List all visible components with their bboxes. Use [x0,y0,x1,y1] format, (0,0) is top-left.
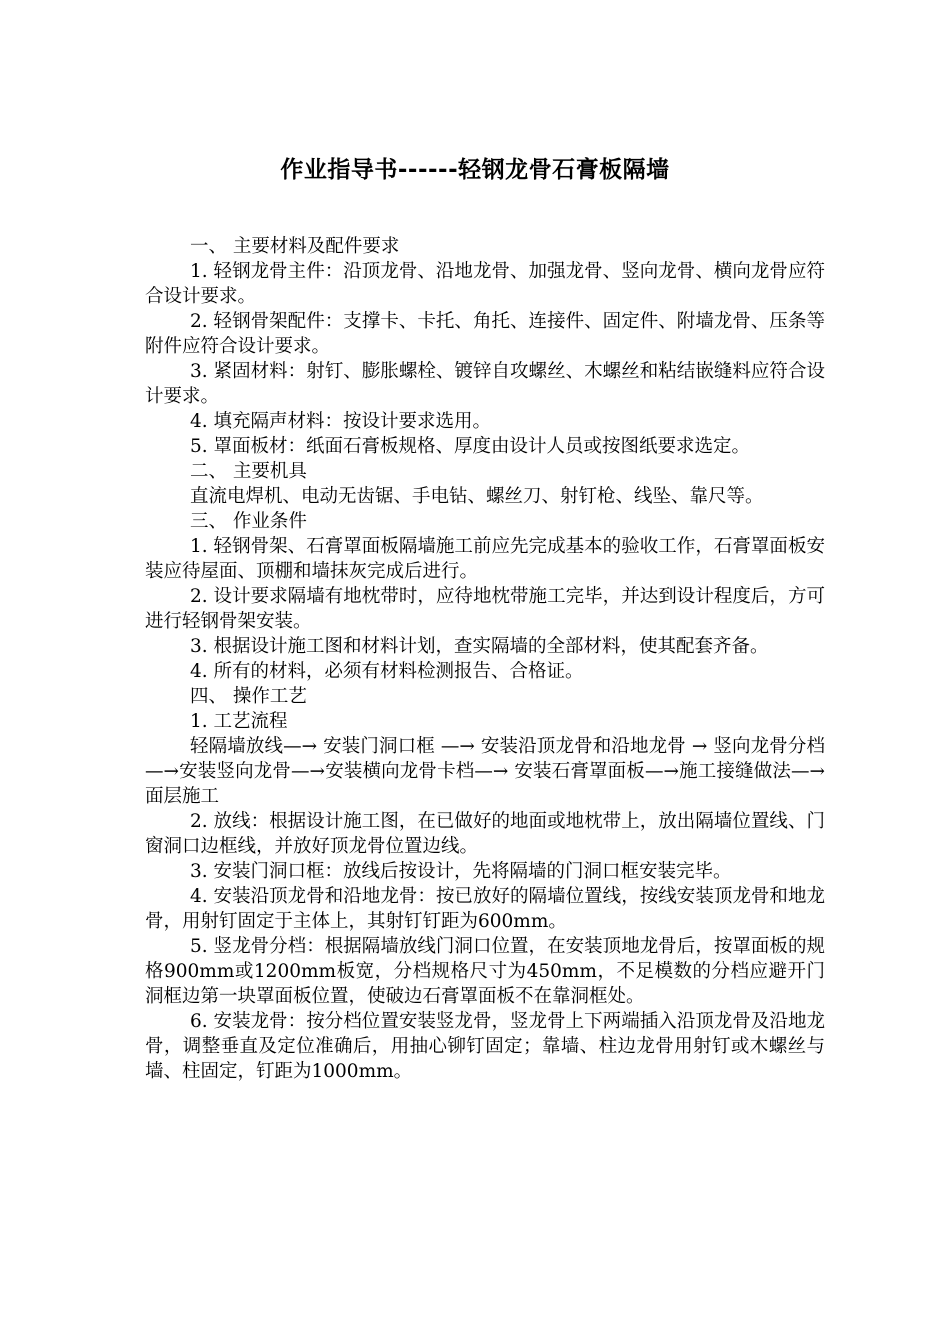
paragraph: 2. 放线：根据设计施工图，在已做好的地面或地枕带上，放出隔墙位置线、门窗洞口边框线，并放好顶龙骨位置边线。 [145,811,825,857]
paragraph: 3. 根据设计施工图和材料计划，查实隔墙的全部材料，使其配套齐备。 [190,636,769,657]
process-flow: 轻隔墙放线—→ 安装门洞口框 —→ 安装沿顶龙骨和沿地龙骨 → 竖向龙骨分档 —→安装竖向龙骨—→安装横向龙骨卡档—→ 安装石膏罩面板—→施工接缝做法—→面层施工 [145,736,825,807]
paragraph: 4. 填充隔声材料：按设计要求选用。 [190,411,492,432]
paragraph: 6. 安装龙骨：按分档位置安装竖龙骨，竖龙骨上下两端插入沿顶龙骨及沿地龙骨，调整垂直及定位准确后，用抽心铆钉固定；靠墙、柱边龙骨用射钉或木螺丝与墙、柱固定，钉距为1000mm。 [145,1011,825,1082]
paragraph: 1. 轻钢骨架、石膏罩面板隔墙施工前应先完成基本的验收工作，石膏罩面板安装应待屋面、顶棚和墙抹灰完成后进行。 [145,536,825,582]
paragraph: 直流电焊机、电动无齿锯、手电钻、螺丝刀、射钉枪、线坠、靠尺等。 [190,486,764,507]
paragraph: 3. 紧固材料：射钉、膨胀螺栓、镀锌自攻螺丝、木螺丝和粘结嵌缝料应符合设计要求。 [145,361,825,407]
heading-tools: 二、 主要机具 [190,461,307,482]
paragraph: 4. 安装沿顶龙骨和沿地龙骨：按已放好的隔墙位置线，按线安装顶龙骨和地龙骨，用射钉固定于主体上，其射钉钉距为600mm。 [145,886,825,932]
paragraph: 5. 罩面板材：纸面石膏板规格、厚度由设计人员或按图纸要求选定。 [190,436,751,457]
paragraph: 1. 轻钢龙骨主件：沿顶龙骨、沿地龙骨、加强龙骨、竖向龙骨、横向龙骨应符合设计要求。 [145,261,825,307]
heading-materials: 一、 主要材料及配件要求 [190,236,400,257]
paragraph: 2. 轻钢骨架配件：支撑卡、卡托、角托、连接件、固定件、附墙龙骨、压条等附件应符合设计要求。 [145,311,825,357]
paragraph: 1. 工艺流程 [190,711,288,732]
paragraph: 5. 竖龙骨分档：根据隔墙放线门洞口位置，在安装顶地龙骨后，按罩面板的规格900mm或1200mm板宽，分档规格尺寸为450mm，不足模数的分档应避开门洞框边第一块罩面板位置，使破边石膏罩面板不在靠洞框处。 [145,936,825,1007]
heading-process: 四、 操作工艺 [190,686,307,707]
paragraph: 4. 所有的材料，必须有材料检测报告、合格证。 [190,661,584,682]
document-title: 作业指导书------轻钢龙骨石膏板隔墙 [280,157,670,183]
paragraph: 3. 安装门洞口框：放线后按设计，先将隔墙的门洞口框安装完毕。 [190,861,732,882]
heading-conditions: 三、 作业条件 [190,511,307,532]
document-body [145,234,825,1084]
paragraph: 2. 设计要求隔墙有地枕带时，应待地枕带施工完毕，并达到设计程度后，方可进行轻钢骨架安装。 [145,586,825,632]
